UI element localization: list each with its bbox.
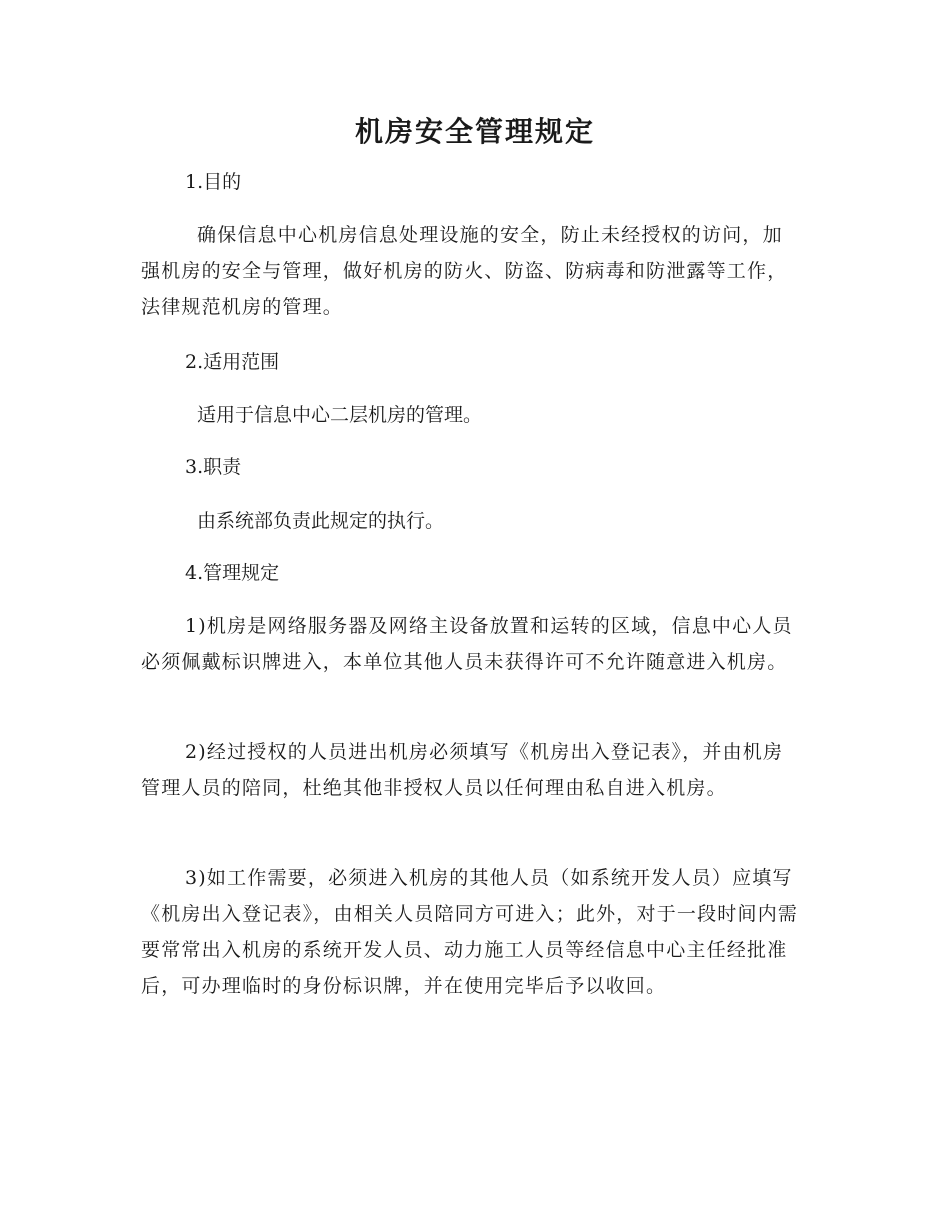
section-heading-purpose: 1.目的 <box>185 171 242 193</box>
section-heading-scope: 2.适用范围 <box>185 351 280 373</box>
document-title: 机房安全管理规定 <box>354 115 595 148</box>
section-body-scope: 适用于信息中心二层机房的管理。 <box>197 404 483 426</box>
regulation-item-1: 1)机房是网络服务器及网络主设备放置和运转的区域，信息中心人员必须佩戴标识牌进入，本单位其他人员未获得许可不允许随意进入机房。 <box>141 615 793 673</box>
regulation-item-3: 3)如工作需要，必须进入机房的其他人员（如系统开发人员）应填写《机房出入登记表》，由相关人员陪同方可进入；此外，对于一段时间内需要常常出入机房的系统开发人员、动力施工人员等经信息中心主任经批准后，可办理临时的身份标识牌，并在使用完毕后予以收回。 <box>141 867 799 997</box>
section-heading-responsibility: 3.职责 <box>185 456 242 478</box>
section-body-purpose: 确保信息中心机房信息处理设施的安全，防止未经授权的访问，加强机房的安全与管理，做好机房的防火、防盗、防病毒和防泄露等工作，法律规范机房的管理。 <box>141 224 788 318</box>
section-heading-regulations: 4.管理规定 <box>185 562 280 584</box>
section-body-responsibility: 由系统部负责此规定的执行。 <box>197 510 445 532</box>
regulation-item-2: 2)经过授权的人员进出机房必须填写《机房出入登记表》，并由机房管理人员的陪同，杜绝其他非授权人员以任何理由私自进入机房。 <box>141 741 784 799</box>
